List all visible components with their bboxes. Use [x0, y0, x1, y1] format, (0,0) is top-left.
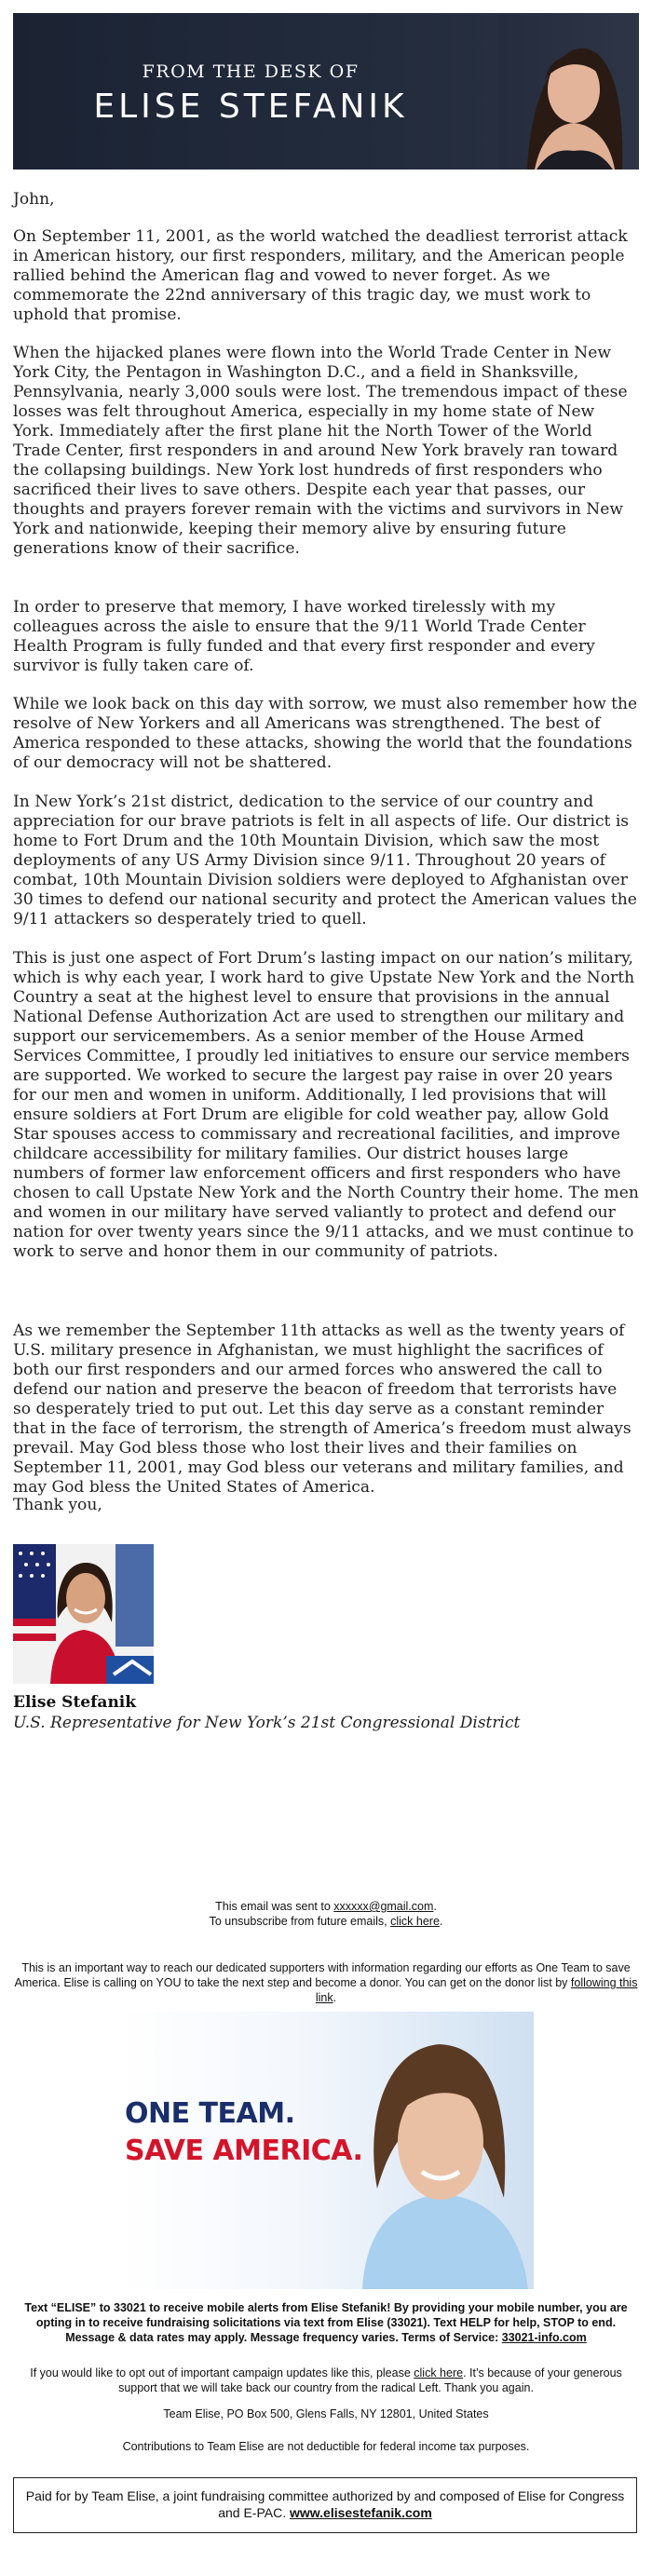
- header-portrait-image: [499, 13, 639, 169]
- website-link[interactable]: www.elisestefanik.com: [290, 2505, 432, 2520]
- tax-deductibility-notice: Contributions to Team Elise are not deductible for federal income tax purposes.: [122, 2440, 530, 2453]
- letter-paragraph: This is just one aspect of Fort Drum’s lasting impact on our nation’s military, which is why each year, I work hard to give Upstate New York and the North Country a seat at the highest level to ensure that provisions in the annual National Defense Authorization Act are used to strengthen our military and support our servicemembers. As a senior member of the House Armed Services Committee, I proudly led initiatives to ensure our service members are supported. We worked to secure the largest pay raise in over 20 years for our men and women in uniform. Additionally, I led provisions that will ensure soldiers at Fort Drum are eligible for cold weather pay, allow Gold Star spouses access to commissary and recreational facilities, and improve childcare accessibility for military families. Our district houses large numbers of former law enforcement officers and first responders who have chosen to call Upstate New York and the North Country their home. The men and women in our military have served valiantly to protect and defend our nation for over twenty years since the 9/11 attacks, and we must continue to work to serve and honor them in our community of patriots.: [13, 949, 639, 1261]
- letter-paragraph: On September 11, 2001, as the world watched the deadliest terrorist attack in American history, our first responders, military, and the American people rallied behind the American flag and vowed to never forget. As we commemorate the 22nd anniversary of this tragic day, we must work to uphold that promise.: [13, 227, 628, 324]
- letter-paragraph: While we look back on this day with sorrow, we must also remember how the resolve of New Yorkers and all Americans was strengthened. The best of America responded to these attacks, showing the world that the foundations of our democracy will not be shattered.: [13, 695, 638, 772]
- optout-prefix: If you would like to opt out of important campaign updates like this, please: [30, 2366, 414, 2379]
- mailing-address: Team Elise, PO Box 500, Glens Falls, NY 12801, United States: [163, 2407, 489, 2420]
- letter-header-banner: [13, 13, 639, 169]
- optout-link[interactable]: click here: [414, 2366, 464, 2379]
- paid-for-disclaimer-box: [13, 2477, 637, 2533]
- donor-list-link[interactable]: following this link: [315, 1976, 638, 2004]
- unsubscribe-suffix: .: [439, 1915, 443, 1928]
- sms-optin-notice: [13, 2300, 639, 2345]
- letter-paragraph: As we remember the September 11th attacks as well as the twenty years of U.S. military presence in Afghanistan, we must highlight the sacrifices of both our first responders and our armed forces who answered the call to defend our nation and preserve the beacon of freedom that terrorists have so desperately tried to put out. Let this day serve as a constant reminder that in the face of terrorism, the strength of America’s freedom must always prevail. May God bless those who lost their lives and their families on September 11, 2001, may God bless our veterans and military families, and may God bless the United States of America.: [13, 1322, 632, 1497]
- donor-appeal-suffix: .: [333, 1991, 337, 2004]
- signature-name: Elise Stefanik: [13, 1693, 137, 1712]
- signature-photo: [13, 1544, 154, 1684]
- letter-paragraph: When the hijacked planes were flown into the World Trade Center in New York City, the Pentagon in Washington D.C., and a field in Shanksville, Pennsylvania, nearly 3,000 souls were lost. The tremendous impact of these losses was felt throughout America, especially in my home state of New York. Immediately after the first plane hit the North Tower of the World Trade Center, first responders in and around New York bravely ran toward the collapsing buildings. New York lost hundreds of first responders who sacrificed their lives to save others. Despite each year that passes, our thoughts and prayers forever remain with the victims and survivors in New York and nationwide, keeping their memory alive by ensuring future generations know of their sacrifice.: [13, 344, 628, 558]
- promo-headline-one-team: ONE TEAM.: [125, 2097, 295, 2130]
- sender-name-heading: ELISE STEFANIK: [93, 88, 408, 126]
- salutation: John,: [13, 190, 55, 209]
- letter-paragraph: In order to preserve that memory, I have worked tirelessly with my colleagues across the aisle to ensure that the 9/11 World Trade Center Health Program is fully funded and that every first responder and every survivor is fully taken care of.: [13, 598, 595, 675]
- sms-terms-link[interactable]: 33021-info.com: [501, 2331, 587, 2344]
- recipient-email-link[interactable]: xxxxxx@gmail.com: [333, 1900, 434, 1913]
- optout-notice: [13, 2366, 639, 2395]
- donor-appeal-notice: [13, 1960, 639, 2005]
- sent-prefix: This email was sent to: [215, 1900, 334, 1913]
- unsubscribe-prefix: To unsubscribe from future emails,: [209, 1915, 391, 1928]
- unsubscribe-link[interactable]: click here: [390, 1915, 440, 1928]
- letter-paragraph: In New York’s 21st district, dedication to the service of our country and appreciation for our brave patriots is felt in all aspects of life. Our district is home to Fort Drum and the 10th Mountain Division, which saw the most deployments of any US Army Division since 9/11. Throughout 20 years of combat, 10th Mountain Division soldiers were deployed to Afghanistan over 30 times to defend our national security and protect the American values the 9/11 attackers so desperately tried to quell.: [13, 793, 637, 929]
- sent-suffix: .: [433, 1900, 437, 1913]
- donor-appeal-text: This is an important way to reach our dedicated supporters with information regarding our efforts as One Team to save America. Elise is calling on YOU to take the next step and become a donor. You can get on the donor list by: [14, 1961, 631, 1989]
- promo-headline-save-america: SAVE AMERICA.: [125, 2135, 363, 2167]
- paid-for-text: Paid for by Team Elise, a joint fundraising committee authorized by and composed of Elise for Congress and E-PAC.: [25, 2488, 625, 2520]
- sms-text: Text “ELISE” to 33021 to receive mobile alerts from Elise Stefanik! By providing your mobile number, you are opting in to receive fundraising solicitations via text from Elise (33021). Text HELP for help, STOP to end. Message & data rates may apply. Message frequency varies. Terms of Service:: [24, 2301, 628, 2344]
- sent-to-notice: [13, 1899, 639, 1929]
- optout-suffix: . It’s because of your generous support that we will take back our country from the radical Left. Thank you again.: [118, 2366, 622, 2394]
- from-desk-label: FROM THE DESK OF: [142, 61, 360, 82]
- closing-line: Thank you,: [13, 1496, 102, 1514]
- signature-title: U.S. Representative for New York’s 21st Congressional District: [13, 1714, 521, 1732]
